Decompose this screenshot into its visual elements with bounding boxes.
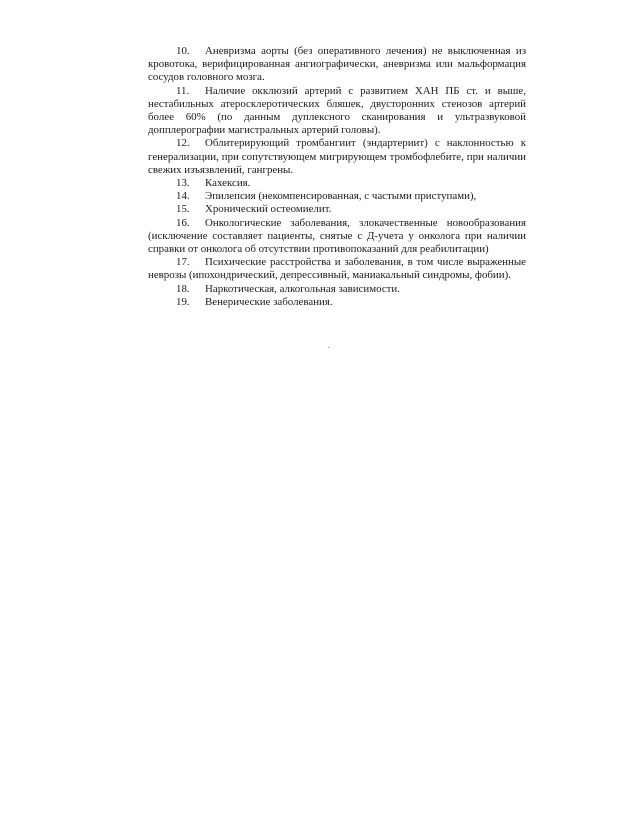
item-number: 16. (176, 216, 190, 229)
item-number: 15. (176, 203, 190, 216)
item-text: Венерические заболевания. (205, 295, 333, 308)
item-text: Облитерирующий тромбангиит (эндартериит) с наклонностью к генерализации, при сопутствующем мигрирующем тромбофлебите, при наличии свежих изъязвлений, гангрены. (148, 137, 526, 176)
item-number: 13. (176, 177, 190, 190)
scan-speck (328, 347, 329, 348)
list-item (148, 137, 526, 177)
list-item (148, 45, 526, 85)
item-number: 14. (176, 190, 190, 203)
list-item (148, 177, 526, 190)
item-text: Психические расстройства и заболевания, в том числе выраженные неврозы (ипохондрический, депрессивный, маниакальный синдромы, фобии). (148, 256, 526, 282)
item-text: Эпилепсия (некомпенсированная, с частыми приступами), (205, 190, 477, 203)
list-item (148, 283, 526, 296)
list-item (148, 256, 526, 282)
item-text: Кахексия. (205, 177, 251, 190)
item-text: Онкологические заболевания, злокачественные новообразования (исключение составляет пациенты, снятые с Д-учета у онколога при наличии справки от онколога об отсутствии противопоказаний для реабилитации) (148, 216, 526, 256)
list-item (148, 296, 526, 309)
list-item (148, 203, 526, 216)
item-number: 11. (176, 84, 190, 97)
list-item (148, 190, 526, 203)
item-text: Хронический остеомиелит. (205, 203, 332, 216)
item-number: 17. (176, 256, 190, 269)
list-item (148, 217, 526, 257)
item-number: 12. (176, 137, 190, 150)
item-number: 10. (176, 45, 190, 57)
item-number: 19. (176, 295, 190, 308)
list-item (148, 85, 526, 138)
item-number: 18. (176, 282, 190, 295)
item-text: Наркотическая, алкогольная зависимости. (205, 282, 400, 295)
item-text: Наличие окклюзий артерий с развитием ХАН ПБ ст. и выше, нестабильных атеросклеротических бляшек, двусторонних стенозов артерий более 60% (по данным дуплексного сканирования и ультразвуковой допплерографии магистральных артерий головы). (148, 84, 526, 137)
item-text: Аневризма аорты (без оперативного лечения) не выключенная из кровотока, верифицированная ангиографически, аневризма или мальформация сосудов головного мозга. (148, 45, 526, 84)
contraindications-list (148, 45, 526, 309)
